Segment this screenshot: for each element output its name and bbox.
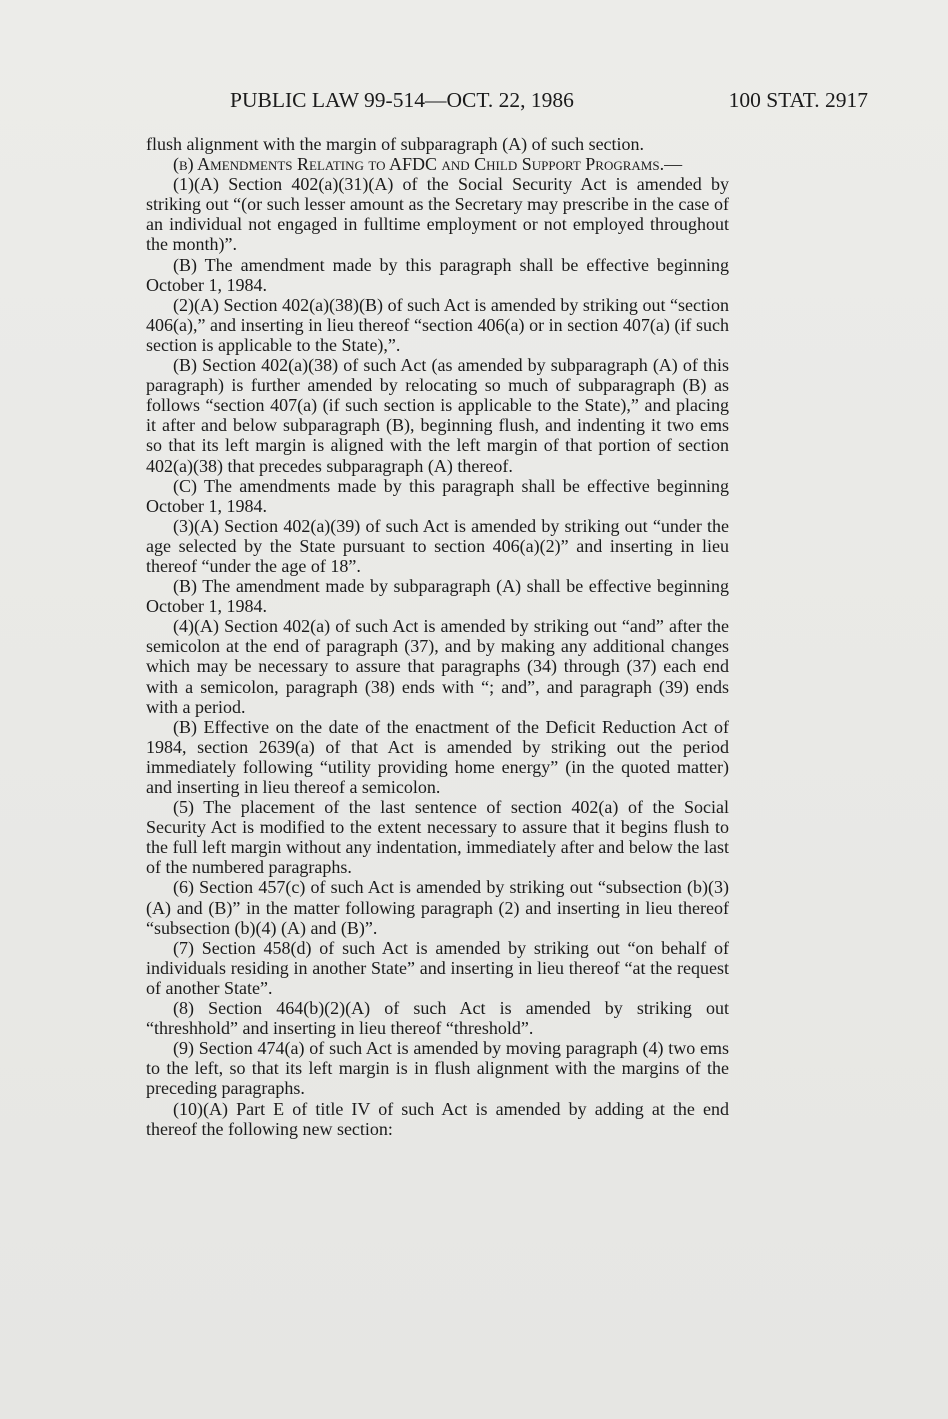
paragraph: (1)(A) Section 402(a)(31)(A) of the Social Security Act is amended by striking out “(or such lesser amount as the Secretary may prescribe in the case of an individual not engaged in fulltime employment or not employed throughout the month)”. xyxy=(146,174,729,255)
page-header xyxy=(146,88,868,118)
paragraph: (2)(A) Section 402(a)(38)(B) of such Act is amended by striking out “section 406(a),” and inserting in lieu thereof “section 406(a) or in section 407(a) (if such section is applicable to the State),”. xyxy=(146,294,729,355)
paragraph: (4)(A) Section 402(a) of such Act is amended by striking out “and” after the semicolon at the end of paragraph (37), and by making any additional changes which may be necessary to assure that paragraphs (34) through (37) each end with a semicolon, paragraph (38) ends with “; and”, and paragraph (39) ends with a period. xyxy=(146,616,729,717)
paragraph: (6) Section 457(c) of such Act is amended by striking out “subsection (b)(3) (A) and (B)” in the matter following paragraph (2) and inserting in lieu thereof “subsection (b)(4) (A) and (B)”. xyxy=(146,877,729,938)
paragraph: flush alignment with the margin of subparagraph (A) of such section. xyxy=(146,134,645,154)
paragraph: (C) The amendments made by this paragraph shall be effective beginning October 1, 1984. xyxy=(146,475,729,516)
paragraph: (B) The amendment made by subparagraph (A) shall be effective beginning October 1, 1984. xyxy=(146,576,729,617)
paragraph: (5) The placement of the last sentence of section 402(a) of the Social Security Act is modified to the extent necessary to assure that it begins flush to the full left margin without any indentation, immediately after and below the last of the numbered paragraphs. xyxy=(146,797,729,878)
stat-citation: 100 STAT. 2917 xyxy=(728,88,868,112)
paragraph: (9) Section 474(a) of such Act is amended by moving paragraph (4) two ems to the left, so that its left margin is in flush alignment with the margins of the preceding paragraphs. xyxy=(146,1038,729,1099)
subsection-heading: (b) Amendments Relating to AFDC and Child Support Programs.— xyxy=(173,154,683,175)
paragraph: (10)(A) Part E of title IV of such Act is amended by adding at the end thereof the following new section: xyxy=(146,1098,729,1139)
running-title: PUBLIC LAW 99-514—OCT. 22, 1986 xyxy=(230,88,574,112)
paragraph: (B) Section 402(a)(38) of such Act (as amended by subparagraph (A) of this paragraph) is further amended by relocating so much of subparagraph (B) as follows “section 407(a) (if such section is applicable to the State),” and placing it after and below subparagraph (B), beginning flush, and indenting it two ems so that its left margin is aligned with the left margin of that portion of section 402(a)(38) that precedes subparagraph (A) thereof. xyxy=(146,355,729,476)
paragraph: (8) Section 464(b)(2)(A) of such Act is amended by striking out “threshhold” and inserting in lieu thereof “threshold”. xyxy=(146,998,729,1039)
paragraph: (B) The amendment made by this paragraph shall be effective beginning October 1, 1984. xyxy=(146,254,729,295)
paragraph: (B) Effective on the date of the enactment of the Deficit Reduction Act of 1984, section 2639(a) of that Act is amended by striking out the period immediately following “utility providing home energy” (in the quoted matter) and inserting in lieu thereof a semicolon. xyxy=(146,716,729,797)
paragraph: (3)(A) Section 402(a)(39) of such Act is amended by striking out “under the age selected by the State pursuant to section 406(a)(2)” and inserting in lieu thereof “under the age of 18”. xyxy=(146,515,729,576)
body-text xyxy=(146,134,729,1139)
paragraph: (7) Section 458(d) of such Act is amended by striking out “on behalf of individuals residing in another State” and inserting in lieu thereof “at the request of another State”. xyxy=(146,937,729,998)
